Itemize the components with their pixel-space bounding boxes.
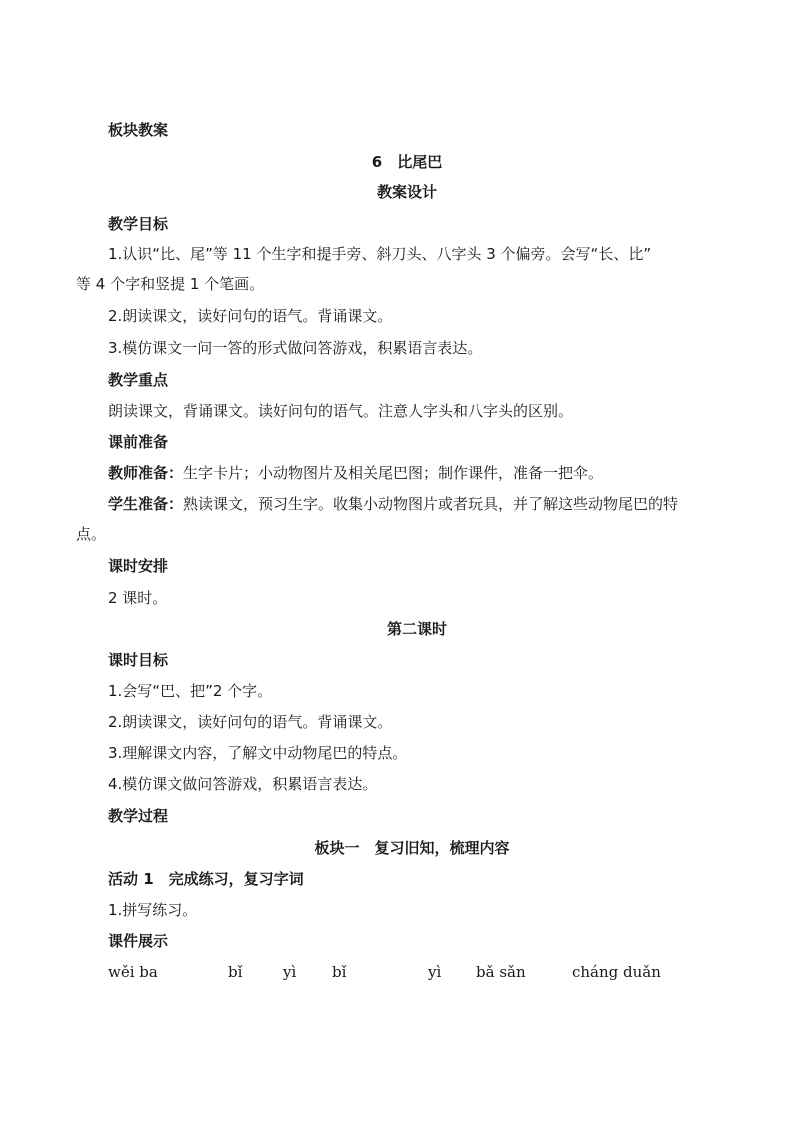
focus-text: 朗读课文，背诵课文。读好问句的语气。注意人字头和八字头的区别。 (108, 402, 574, 420)
pinyin-yi-1: yì (283, 963, 297, 981)
schedule-text: 2 课时。 (108, 589, 168, 607)
student-prep (108, 494, 678, 514)
lesson-goal-2: 2.朗读课文，读好问句的语气。背诵课文。 (108, 713, 393, 731)
pinyin-changduan: cháng duǎn (572, 963, 661, 981)
lesson-goal-3: 3.理解课文内容，了解文中动物尾巴的特点。 (108, 744, 408, 762)
schedule-heading: 课时安排 (108, 557, 169, 575)
process-heading: 教学过程 (108, 807, 169, 825)
pinyin-weiba: wěi ba (108, 963, 158, 981)
goals-heading: 教学目标 (108, 215, 169, 233)
focus-heading: 教学重点 (108, 371, 169, 389)
section-label: 板块教案 (108, 121, 169, 139)
pinyin-basan: bǎ sǎn (476, 963, 526, 981)
pinyin-bi-2: bǐ (332, 963, 347, 981)
teacher-prep-text: 生字卡片；小动物图片及相关尾巴图；制作课件，准备一把伞。 (183, 464, 604, 482)
goal-3: 3.模仿课文一问一答的形式做问答游戏，积累语言表达。 (108, 339, 483, 357)
goal-1-line-2: 等 4 个字和竖提 1 个笔画。 (76, 275, 265, 293)
lesson-title: 6 比尾巴 (371, 153, 443, 171)
goal-2: 2.朗读课文，读好问句的语气。背诵课文。 (108, 307, 393, 325)
practice-1: 1.拼写练习。 (108, 901, 198, 919)
goal-1-line-1: 1.认识“比、尾”等 11 个生字和提手旁、斜刀头、八字头 3 个偏旁。会写“长、比” (108, 245, 652, 263)
second-lesson-title: 第二课时 (386, 620, 447, 638)
lesson-goals-heading: 课时目标 (108, 651, 169, 669)
student-prep-text-1: 熟读课文，预习生字。收集小动物图片或者玩具，并了解这些动物尾巴的特 (183, 495, 679, 513)
prep-heading: 课前准备 (108, 433, 169, 451)
student-prep-text-2: 点。 (76, 525, 107, 543)
pinyin-yi-2: yì (428, 963, 442, 981)
teacher-prep (108, 463, 603, 483)
design-title: 教案设计 (376, 183, 437, 201)
lesson-goal-4: 4.模仿课文做问答游戏，积累语言表达。 (108, 775, 378, 793)
student-prep-label: 学生准备： (108, 495, 184, 513)
activity-1: 活动 1 完成练习，复习字词 (108, 870, 304, 888)
block-1-title: 板块一 复习旧知，梳理内容 (314, 839, 510, 857)
courseware-heading: 课件展示 (108, 932, 169, 950)
teacher-prep-label: 教师准备： (108, 464, 184, 482)
pinyin-bi-1: bǐ (228, 963, 243, 981)
lesson-goal-1: 1.会写“巴、把”2 个字。 (108, 682, 273, 700)
